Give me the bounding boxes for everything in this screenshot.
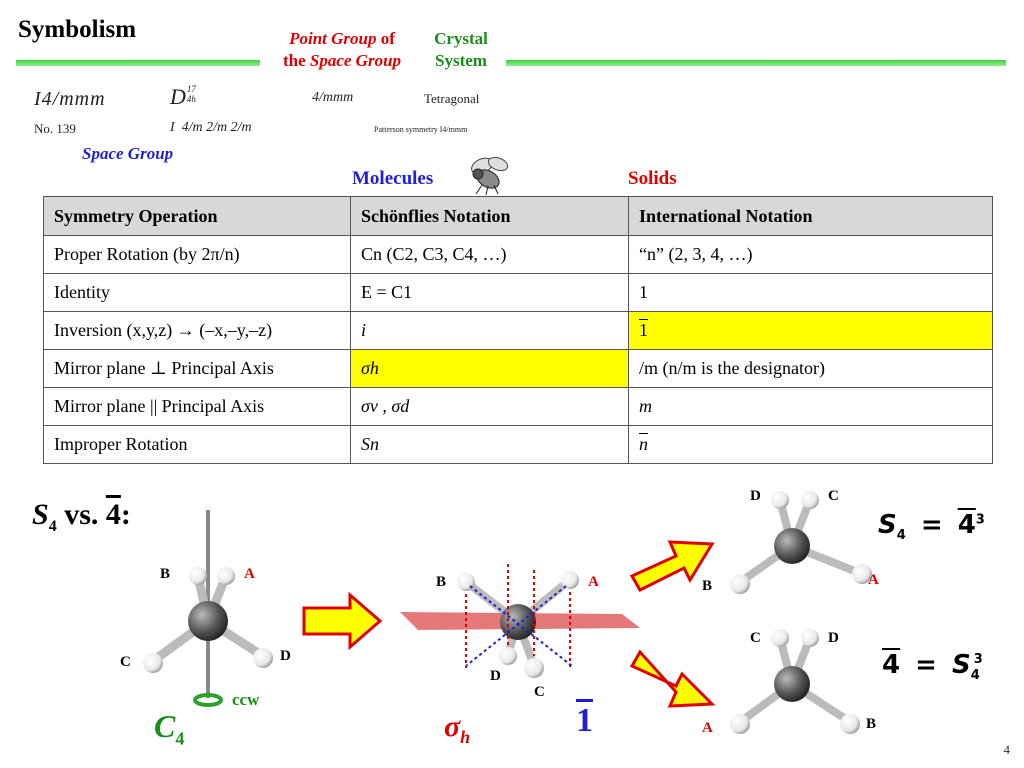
- table-row: [44, 312, 993, 350]
- cell-schoenflies: E = C1: [351, 274, 629, 312]
- cell-operation: Improper Rotation: [44, 426, 351, 464]
- mol3-label-d: D: [750, 488, 761, 504]
- cell-international: /m (n/m is the designator): [629, 350, 993, 388]
- arrow-down-right: [626, 642, 718, 712]
- cell-international: $\overline{n}$: [629, 426, 993, 464]
- cell-schoenflies: σv , σd: [351, 388, 629, 426]
- mol2-label-d: D: [490, 668, 501, 684]
- mol4-label-b: B: [866, 716, 877, 732]
- ccw-label: ccw: [232, 690, 260, 709]
- cell-schoenflies: Cn (C2, C3, C4, …): [351, 236, 629, 274]
- mol3-label-c: C: [828, 488, 839, 504]
- schoenflies-symbol: D 17 4h: [170, 84, 196, 109]
- cell-schoenflies-highlighted: σh: [351, 350, 629, 388]
- fly-icon: [462, 152, 512, 196]
- col-header-operation: Symmetry Operation: [44, 197, 351, 236]
- mol1-label-a: A: [244, 566, 255, 582]
- cell-operation: Mirror plane ⊥ Principal Axis: [44, 350, 351, 388]
- molecule-c4-axis: [118, 508, 288, 718]
- cell-operation: Mirror plane || Principal Axis: [44, 388, 351, 426]
- title-rule-left: [16, 60, 260, 66]
- cell-international: 1: [629, 274, 993, 312]
- cell-operation: Inversion (x,y,z) → (–x,–y,–z): [44, 312, 351, 350]
- table-row: [44, 426, 993, 464]
- equation-s4-equals-4bar-cubed: $S_4 = 4^3$: [878, 510, 985, 544]
- point-group-caption: Point Group of the Space Group: [282, 29, 402, 70]
- cell-schoenflies: Sn: [351, 426, 629, 464]
- cell-operation: Proper Rotation (by 2π/n): [44, 236, 351, 274]
- mol1-label-c: C: [120, 654, 131, 670]
- full-symbol: I 4/m 2/m 2/m: [170, 120, 252, 135]
- patterson-symmetry: Patterson symmetry I4/mmm: [374, 125, 468, 134]
- mol3-label-a: A: [868, 572, 879, 588]
- table-row: [44, 350, 993, 388]
- table-row: [44, 388, 993, 426]
- mol2-label-a: A: [588, 574, 599, 590]
- cell-international: m: [629, 388, 993, 426]
- molecule-4bar-result: [724, 624, 877, 736]
- space-group-symbol: I4/mmm: [34, 88, 106, 110]
- inversion-bar-one-label: 1: [576, 702, 593, 739]
- mol4-label-c: C: [750, 630, 761, 646]
- col-header-international: International Notation: [629, 197, 993, 236]
- molecules-caption: Molecules: [352, 168, 434, 189]
- cell-schoenflies: i: [351, 312, 629, 350]
- mol4-label-d: D: [828, 630, 839, 646]
- molecule-sigma-h: [396, 560, 646, 700]
- mol3-label-b: B: [702, 578, 713, 594]
- table-row: [44, 274, 993, 312]
- point-group-symbol: 4/mmm: [312, 90, 354, 105]
- equation-4bar-equals-s4-cubed: $4 = S_4^3$: [882, 650, 983, 684]
- solids-caption: Solids: [628, 168, 677, 189]
- mol2-label-b: B: [436, 574, 447, 590]
- mol4-label-a: A: [702, 720, 713, 736]
- page-number: 4: [1003, 742, 1010, 757]
- table-header-row: [44, 197, 993, 236]
- crystal-system-caption: Crystal System: [434, 29, 488, 70]
- crystal-system-value: Tetragonal: [424, 91, 480, 106]
- space-group-label: Space Group: [82, 144, 174, 163]
- symmetry-table: [43, 196, 993, 464]
- table-row: [44, 236, 993, 274]
- space-group-number: No. 139: [34, 121, 76, 136]
- sigma-h-label: $\sigma_h$: [444, 710, 471, 747]
- mol1-label-b: B: [160, 566, 171, 582]
- mol2-label-c: C: [534, 684, 545, 700]
- molecule-s4-result: [724, 488, 874, 600]
- cell-international-highlighted: 1: [629, 312, 993, 350]
- c4-axis-label: $C_4$: [154, 708, 185, 749]
- cell-international: “n” (2, 3, 4, …): [629, 236, 993, 274]
- slide-title: Symbolism: [18, 16, 137, 43]
- col-header-schoenflies: Schönflies Notation: [351, 197, 629, 236]
- title-rule-right: [506, 60, 1006, 66]
- cell-operation: Identity: [44, 274, 351, 312]
- mol1-label-d: D: [280, 648, 291, 664]
- arrow-right: [302, 592, 384, 650]
- s4-vs-4bar-heading: $S_4$ vs. 4:: [32, 498, 131, 535]
